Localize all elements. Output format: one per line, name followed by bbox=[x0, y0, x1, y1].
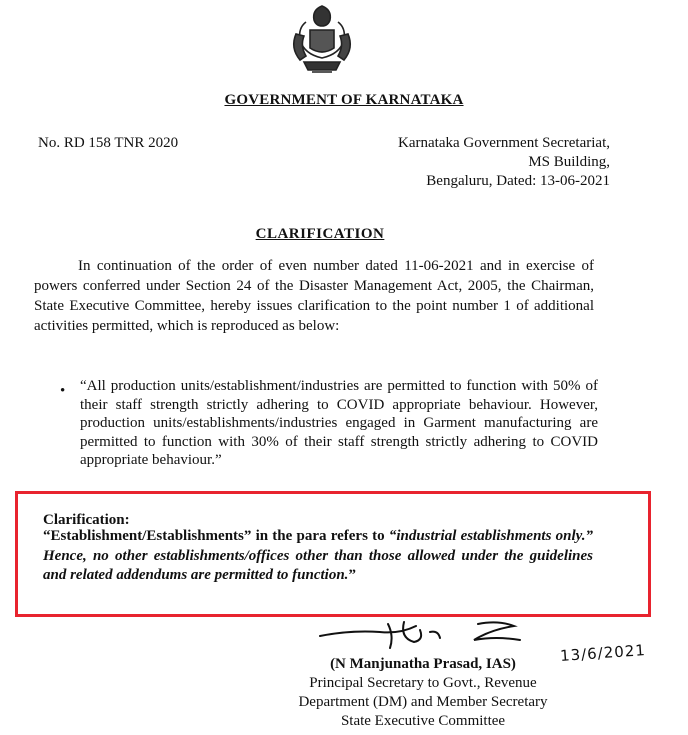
signatory-block bbox=[268, 655, 578, 731]
karnataka-state-emblem-icon bbox=[282, 0, 362, 80]
intro-paragraph: In continuation of the order of even number dated 11-06-2021 and in exercise of powers conferred under Section 24 of the Disaster Management Act, 2005, the Chairman, State Executive Committee, hereby issues clarification to the point number 1 of additional activities permitted, which is reproduced as below: bbox=[34, 258, 594, 334]
signatory-title-1: Principal Secretary to Govt., Revenue bbox=[309, 675, 537, 691]
address-line-1: Karnataka Government Secretariat, bbox=[398, 135, 610, 151]
clarification-text-part-3: ” bbox=[348, 567, 356, 583]
handwritten-signature-icon bbox=[318, 614, 568, 654]
quoted-order-point: “All production units/establishment/industries are permitted to function with 50% of their staff strength strictly adhering to COVID appropriate behaviour. However, production units/establishments/industries engaged in Garment manufacturing are permitted to function with 30% of their staff strength strictly adhering to COVID appropriate behaviour.” bbox=[80, 378, 598, 468]
address-date-line: Bengaluru, Dated: 13-06-2021 bbox=[426, 173, 610, 189]
document-title: CLARIFICATION bbox=[255, 226, 385, 242]
signatory-title-2: Department (DM) and Member Secretary bbox=[298, 694, 548, 710]
address-line-2: MS Building, bbox=[528, 154, 610, 170]
reference-number: No. RD 158 TNR 2020 bbox=[38, 135, 179, 151]
signatory-title-3: State Executive Committee bbox=[340, 713, 506, 729]
bullet-icon: • bbox=[60, 383, 66, 399]
clarification-text-part-1: “Establishment/Establishments” in the para refers to bbox=[43, 528, 389, 544]
office-address bbox=[398, 134, 610, 191]
clarification-heading: Clarification: bbox=[43, 512, 130, 528]
clarification-text bbox=[43, 527, 593, 586]
clarification-text-part-2: “industrial establishments only.” Hence, no other establishments/offices other than those allowed under the guidelines and related addendums are permitted to function. bbox=[43, 528, 593, 583]
government-title: GOVERNMENT OF KARNATAKA bbox=[224, 92, 464, 108]
signature-date: 13/6/2021 bbox=[559, 641, 647, 665]
signatory-name: (N Manjunatha Prasad, IAS) bbox=[330, 656, 516, 672]
